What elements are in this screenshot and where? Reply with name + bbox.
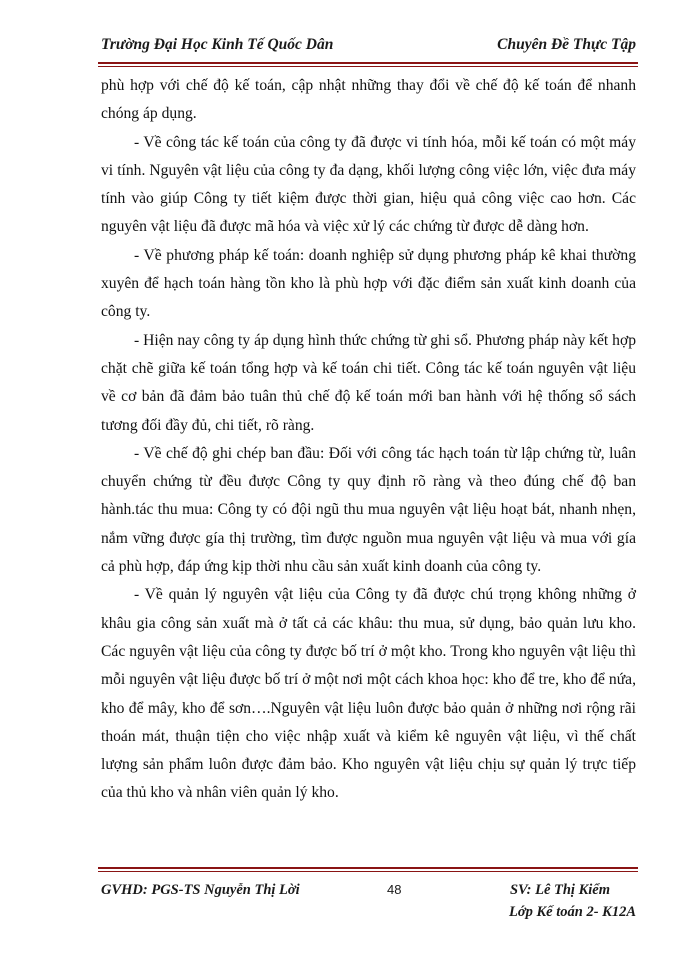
page-number: 48 — [387, 882, 402, 897]
footer-student: SV: Lê Thị Kiểm — [509, 882, 610, 898]
body-text — [101, 72, 636, 808]
footer-class: Lớp Kế toán 2- K12A — [508, 904, 636, 920]
page-footer — [101, 882, 636, 932]
page-header — [101, 36, 636, 62]
paragraph-computerization: - Về công tác kế toán của công ty đã được vi tính hóa, mỗi kế toán có một máy vi tính. Nguyên vật liệu của công ty đa dạng, khối lượng công việc lớn, việc đưa máy tính vào giúp Công ty tiết kiệm được thời gian, hiệu quả công việc cao hơn. Các nguyên vật liệu đã được mã hóa và việc xử lý các chứng từ được dễ dàng hơn. — [101, 133, 636, 236]
footer-rule — [98, 867, 638, 872]
paragraph-continued: phù hợp với chế độ kế toán, cập nhật những thay đổi về chế độ kế toán để nhanh chóng áp dụng. — [101, 77, 636, 123]
header-rule — [98, 62, 638, 67]
paragraph-accounting-method: - Về phương pháp kế toán: doanh nghiệp sử dụng phương pháp kê khai thường xuyên để hạch toán hàng tồn kho là phù hợp với đặc điểm sản xuất kinh doanh của công ty. — [101, 246, 636, 321]
paragraph-initial-recording: - Về chế độ ghi chép ban đầu: Đối với công tác hạch toán từ lập chứng từ, luân chuyển chứng từ đều được Công ty quy định rõ ràng và theo đúng chế độ ban hành.tác thu mua: Công ty có đội ngũ thu mua nguyên vật liệu hoạt bát, nhanh nhẹn, nắm vững được gía thị trường, tìm được nguồn mua nguyên vật liệu và mua với gía cả phù hợp, đáp ứng kịp thời nhu cầu sản xuất kinh doanh của công ty. — [101, 444, 636, 576]
paragraph-voucher-form: - Hiện nay công ty áp dụng hình thức chứng từ ghi sổ. Phương pháp này kết hợp chặt chẽ giữa kế toán tổng hợp và kế toán chi tiết. Công tác kế toán nguyên vật liệu về cơ bản đã đảm bảo tuân thủ chế độ kế toán mới ban hành với hệ thống sổ sách tương đối đầy đủ, chi tiết, rõ ràng. — [101, 331, 636, 434]
paragraph-material-management: - Về quản lý nguyên vật liệu của Công ty đã được chú trọng không những ở khâu gia công sản xuất mà ở tất cả các khâu: thu mua, sử dụng, bảo quản lưu kho. Các nguyên vật liệu của công ty được bố trí ở một kho. Trong kho nguyên vật liệu thì mỗi nguyên vật liệu được bố trí ở một nơi một cách khoa học: kho để tre, kho để nứa, kho để mây, kho để sơn….Nguyên vật liệu luôn được bảo quản ở những nơi rộng rãi thoán mát, thuận tiện cho việc nhập xuất và kiểm kê nguyên vật liệu, vì thế chất lượng sản phẩm luôn được đảm bảo. Kho nguyên vật liệu chịu sự quản lý trực tiếp của thủ kho và nhân viên quản lý kho. — [101, 586, 636, 802]
header-report-type: Chuyên Đề Thực Tập — [497, 36, 636, 53]
header-university: Trường Đại Học Kinh Tế Quốc Dân — [101, 36, 334, 53]
footer-supervisor: GVHD: PGS-TS Nguyễn Thị Lời — [101, 882, 300, 898]
